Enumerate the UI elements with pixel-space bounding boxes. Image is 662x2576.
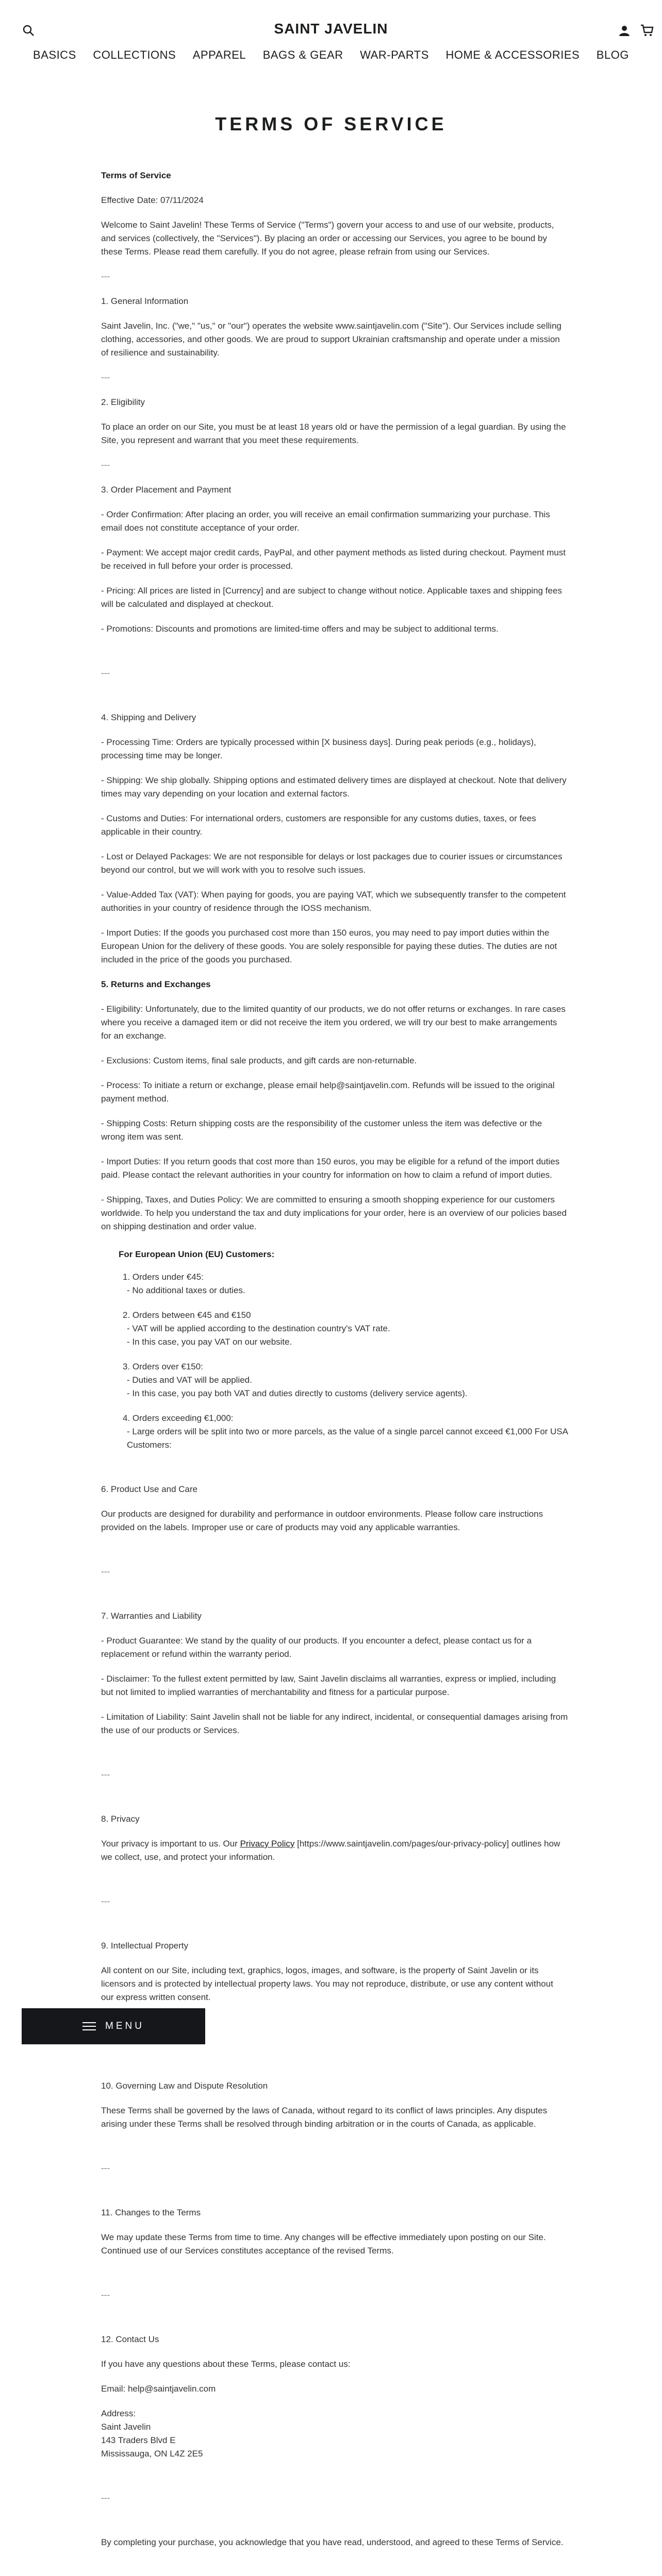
separator: --- [101, 372, 110, 382]
section-10-body: These Terms shall be governed by the laws of Canada, without regard to its conflict of laws principles. Any disputes arising under these Terms shall be resolved through binding arbitration or in the courts of Canada, as applicable. [101, 2106, 548, 2129]
section-2-title: 2. Eligibility [101, 397, 145, 407]
nav-item-war-parts[interactable]: WAR-PARTS [360, 48, 429, 61]
separator: --- [101, 1896, 110, 1906]
contact-email: Email: help@saintjavelin.com [101, 2384, 216, 2394]
eu-list-sub: - Large orders will be split into two or more parcels, as the value of a single parcel cannot exceed €1,000 For USA Customers: [127, 1427, 568, 1450]
section-2-body: To place an order on our Site, you must be at least 18 years old or have the permission of a legal guardian. By using the Site, you represent and warrant that you meet these requirements. [101, 422, 566, 445]
separator: --- [101, 1770, 110, 1780]
nav-item-apparel[interactable]: APPAREL [192, 48, 246, 61]
section-7-title: 7. Warranties and Liability [101, 1611, 202, 1621]
separator: --- [101, 2493, 110, 2503]
eu-list-head: 1. Orders under €45: [123, 1272, 204, 1282]
eu-list-sub: - In this case, you pay VAT on our website. [127, 1337, 292, 1347]
eu-list-head: 4. Orders exceeding €1,000: [123, 1413, 234, 1423]
list-item: - Exclusions: Custom items, final sale products, and gift cards are non-returnable. [101, 1056, 417, 1065]
eu-list-sub: - Duties and VAT will be applied. [127, 1375, 252, 1385]
list-item: - Disclaimer: To the fullest extent permitted by law, Saint Javelin disclaims all warranties, express or implied, including but not limited to implied warranties of merchantability and fitness for a particular purpose. [101, 1674, 556, 1697]
section-8-body [101, 1837, 568, 1864]
section-4-title: 4. Shipping and Delivery [101, 713, 196, 722]
intro-paragraph: Welcome to Saint Javelin! These Terms of Service ("Terms") govern your access to and use of our website, products, and services (collectively, the "Services"). By placing an order or accessing our Services, you agree to be bound by these Terms. Please read them carefully. If you do not agree, please refrain from using our Services. [101, 220, 554, 257]
eu-customers-title: For European Union (EU) Customers: [119, 1249, 275, 1259]
list-item: - Processing Time: Orders are typically processed within [X business days]. During peak periods (e.g., holidays), processing time may be longer. [101, 737, 536, 760]
contact-address-label: Address: [101, 2409, 136, 2418]
section-6-body: Our products are designed for durability and performance in outdoor environments. Please follow care instructions provided on the labels. Improper use or care of products may void any applicable warranties. [101, 1509, 543, 1532]
nav-item-collections[interactable]: COLLECTIONS [93, 48, 176, 61]
list-item: - Payment: We accept major credit cards, PayPal, and other payment methods as listed during checkout. Payment must be received in full before your order is processed. [101, 548, 566, 571]
nav-item-home-accessories[interactable]: HOME & ACCESSORIES [445, 48, 580, 61]
list-item: - Eligibility: Unfortunately, due to the limited quantity of our products, we do not offer returns or exchanges. In rare cases where you receive a damaged item or did not receive the item you ordered, we will try our best to make arrangements for an exchange. [101, 1004, 566, 1041]
list-item: - Shipping: We ship globally. Shipping options and estimated delivery times are displayed at checkout. Note that delivery times may vary depending on your location and external factors. [101, 775, 567, 799]
eu-list-sub: - No additional taxes or duties. [127, 1285, 245, 1295]
list-item: - Import Duties: If you return goods that cost more than 150 euros, you may be eligible for a refund of the import duties paid. Please contact the relevant authorities in your country for information on how to claim a refund of import duties. [101, 1157, 560, 1180]
section-11-body: We may update these Terms from time to time. Any changes will be effective immediately upon posting on our Site. Continued use of our Services constitutes acceptance of the revised Terms. [101, 2232, 546, 2256]
eu-order-list [101, 1270, 568, 1452]
section-3-title: 3. Order Placement and Payment [101, 485, 231, 495]
section-6-title: 6. Product Use and Care [101, 1484, 198, 1494]
nav-item-bags-gear[interactable]: BAGS & GEAR [262, 48, 343, 61]
main-nav [0, 48, 662, 62]
list-item: - Order Confirmation: After placing an order, you will receive an email confirmation summarizing your purchase. This email does not constitute acceptance of your order. [101, 510, 550, 533]
list-item: - Lost or Delayed Packages: We are not responsible for delays or lost packages due to courier issues or circumstances beyond our control, but we will work with you to resolve such issues. [101, 852, 562, 875]
section-12-intro: If you have any questions about these Terms, please contact us: [101, 2359, 351, 2369]
section-12-title: 12. Contact Us [101, 2334, 159, 2344]
section-11-title: 11. Changes to the Terms [101, 2208, 201, 2217]
eu-list-head: 3. Orders over €150: [123, 1362, 203, 1371]
terms-body [101, 169, 568, 2549]
page-title: TERMS OF SERVICE [215, 113, 447, 134]
list-item: - Customs and Duties: For international orders, customers are responsible for any customs duties, taxes, or fees applicable in their country. [101, 814, 536, 837]
site-logo[interactable]: SAINT JAVELIN [274, 21, 388, 37]
section-1-title: 1. General Information [101, 296, 189, 306]
contact-address-line: Mississauga, ON L4Z 2E5 [101, 2449, 203, 2459]
separator: --- [101, 272, 110, 281]
separator: --- [101, 1567, 110, 1577]
closing-statement: By completing your purchase, you acknowledge that you have read, understood, and agreed to these Terms of Service. [101, 2537, 564, 2547]
account-icon[interactable] [616, 22, 633, 39]
list-item: - Product Guarantee: We stand by the quality of our products. If you encounter a defect, please contact us for a replacement or refund within the warranty period. [101, 1636, 532, 1659]
effective-date: Effective Date: 07/11/2024 [101, 195, 204, 205]
section-1-body: Saint Javelin, Inc. ("we," "us," or "our") operates the website www.saintjavelin.com ("Site"). Our Services include selling clothing, accessories, and other goods. We are proud to support Ukrainian craftsmanship and operate under a mission of resilience and sustainability. [101, 321, 561, 358]
separator: --- [101, 668, 110, 678]
list-item: - Pricing: All prices are listed in [Currency] and are subject to change without notice. Applicable taxes and shipping fees will be calculated and displayed at checkout. [101, 586, 562, 609]
privacy-text-pre: Your privacy is important to us. Our [101, 1839, 240, 1849]
menu-button[interactable] [22, 2008, 205, 2044]
menu-button-label: MENU [105, 2021, 144, 2031]
eu-list-head: 2. Orders between €45 and €150 [123, 1310, 251, 1320]
section-9-title: 9. Intellectual Property [101, 1941, 189, 1951]
section-10-title: 10. Governing Law and Dispute Resolution [101, 2081, 268, 2091]
separator: --- [101, 2163, 110, 2173]
separator: --- [101, 2290, 110, 2300]
list-item: - Process: To initiate a return or exchange, please email help@saintjavelin.com. Refunds will be issued to the original payment method. [101, 1080, 555, 1104]
nav-item-blog[interactable]: BLOG [596, 48, 629, 61]
eu-list-sub: - VAT will be applied according to the destination country's VAT rate. [127, 1324, 390, 1333]
privacy-text-post: [https://www.saintjavelin.com/pages/our-privacy-policy] outlines how we collect, use, and protect your information. [101, 1839, 560, 1862]
site-header [0, 0, 662, 72]
list-item: - Shipping Costs: Return shipping costs are the responsibility of the customer unless the item was defective or the wrong item was sent. [101, 1118, 542, 1142]
terms-heading: Terms of Service [101, 171, 171, 180]
list-item: - Shipping, Taxes, and Duties Policy: We are committed to ensuring a smooth shopping experience for our customers worldwide. To help you understand the tax and duty implications for your order, here is an overview of our policies based on shipping destination and order value. [101, 1195, 567, 1231]
list-item: - Promotions: Discounts and promotions are limited-time offers and may be subject to additional terms. [101, 624, 499, 634]
privacy-policy-link[interactable]: Privacy Policy [240, 1839, 295, 1849]
contact-address-line: Saint Javelin [101, 2422, 151, 2432]
cart-icon[interactable] [638, 22, 656, 39]
nav-item-basics[interactable]: BASICS [33, 48, 76, 61]
separator: --- [101, 460, 110, 470]
list-item: - Limitation of Liability: Saint Javelin shall not be liable for any indirect, incidental, or consequential damages arising from the use of our products or Services. [101, 1712, 568, 1735]
section-5-title: 5. Returns and Exchanges [101, 979, 211, 989]
section-9-body: All content on our Site, including text, graphics, logos, images, and software, is the property of Saint Javelin or its licensors and is protected by intellectual property laws. You may not reproduce, distribute, or use any content without our express written consent. [101, 1965, 553, 2002]
list-item: - Import Duties: If the goods you purchased cost more than 150 euros, you may need to pay import duties within the European Union for the delivery of these goods. You are solely responsible for paying these duties. The duties are not included in the price of the goods you purchased. [101, 928, 557, 964]
topbar [0, 15, 662, 44]
list-item: - Value-Added Tax (VAT): When paying for goods, you are paying VAT, which we subsequently transfer to the competent authorities in your country of residence through the IOSS mechanism. [101, 890, 566, 913]
contact-address-line: 143 Traders Blvd E [101, 2435, 176, 2445]
hamburger-icon [82, 2020, 96, 2033]
eu-list-sub: - In this case, you pay both VAT and duties directly to customs (delivery service agents). [127, 1388, 468, 1398]
section-8-title: 8. Privacy [101, 1814, 140, 1824]
